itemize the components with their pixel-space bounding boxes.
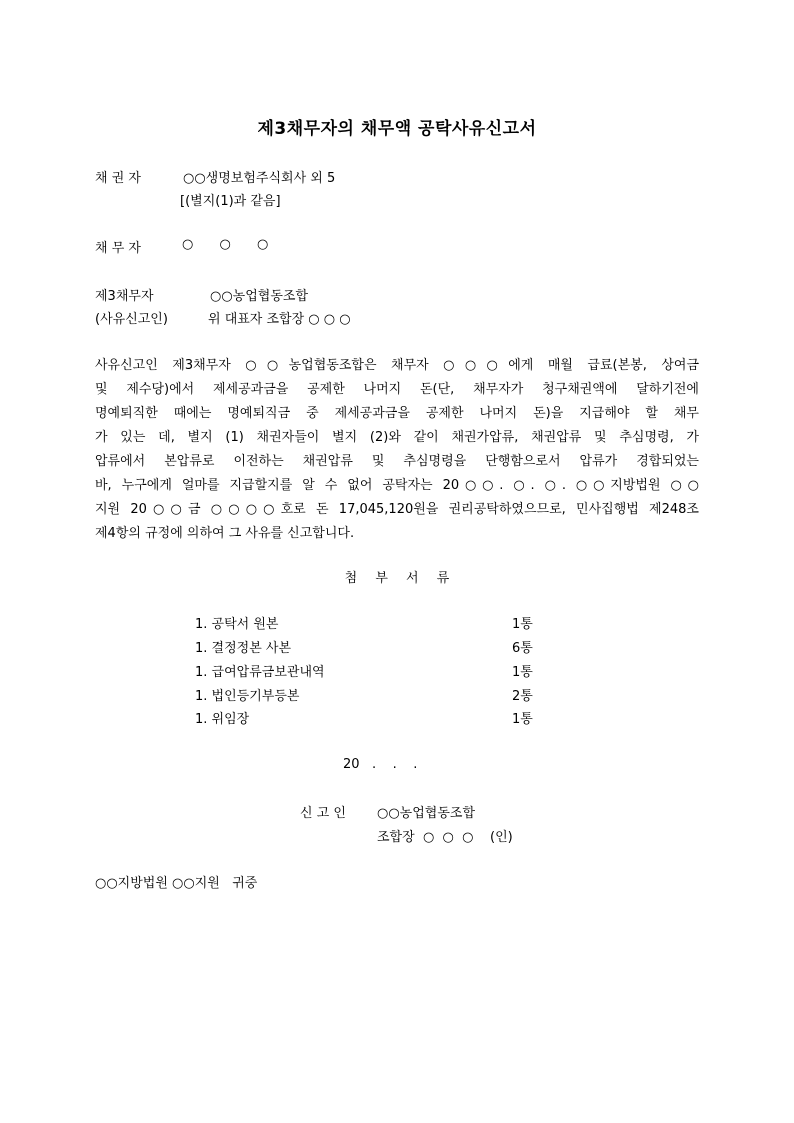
body-line: 및 제수당)에서 제세공과금을 공제한 나머지 돈(단, 채무자가 청구채권액에 달하기전에	[95, 382, 699, 397]
body-line: 가 있는 데, 별지 (1) 채권자들이 별지 (2)와 같이 채권가압류, 채권압류 및 추심명령, 가	[95, 430, 699, 445]
signature-rep: 조합장 ○ ○ ○ (인)	[377, 830, 513, 845]
page-title: 제3채무자의 채무액 공탁사유신고서	[257, 119, 537, 139]
attachment-count: 1통	[512, 665, 533, 680]
attachments-heading: 첨 부 서 류	[344, 571, 450, 586]
debtor-label: 채 무 자	[95, 241, 141, 256]
attachment-count: 1통	[512, 712, 533, 727]
creditor-label: 채 권 자	[95, 171, 141, 186]
signature-label: 신 고 인	[300, 806, 346, 821]
date: 20 . . .	[343, 757, 418, 772]
attachment-name: 1. 결정정본 사본	[195, 641, 292, 656]
attachment-name: 1. 법인등기부등본	[195, 689, 300, 704]
body-line: 명예퇴직한 때에는 명예퇴직금 중 제세공과금을 공제한 나머지 돈)을 지급해야 할 채무	[95, 406, 699, 421]
third-party-value: ○○농업협동조합	[210, 289, 309, 304]
body-line: 사유신고인 제3채무자 ○○농업협동조합은 채무자 ○○○에게 매월 급료(본봉, 상여금	[95, 358, 699, 373]
body-line: 제4항의 규정에 의하여 그 사유를 신고합니다.	[95, 526, 355, 541]
third-party-label: 제3채무자	[95, 289, 154, 304]
body-line: 지원 20○○금 ○○○○호로 돈 17,045,120원을 권리공탁하였으므로, 민사집행법 제248조	[95, 502, 699, 517]
attachment-name: 1. 위임장	[195, 712, 250, 727]
attachment-name: 1. 급여압류금보관내역	[195, 665, 325, 680]
signature-org: ○○농업협동조합	[377, 806, 476, 821]
attachment-name: 1. 공탁서 원본	[195, 617, 279, 632]
body-line: 압류에서 본압류로 이전하는 채권압류 및 추심명령을 단행함으로서 압류가 경합되었는	[95, 454, 699, 469]
body-line: 바, 누구에게 얼마를 지급할지를 알 수 없어 공탁자는 20○○. ○. ○. ○○지방법원 ○○	[95, 478, 699, 493]
third-party-sub-label: (사유신고인)	[95, 312, 168, 327]
attachment-count: 1통	[512, 617, 533, 632]
creditor-note: [(별지(1)과 같음]	[180, 194, 281, 209]
attachment-count: 6통	[512, 641, 533, 656]
attachment-count: 2통	[512, 689, 533, 704]
debtor-value: ○ ○ ○	[182, 237, 269, 252]
third-party-representative: 위 대표자 조합장 ○ ○ ○	[208, 312, 351, 327]
court-addressee: ○○지방법원 ○○지원 귀중	[95, 876, 258, 891]
creditor-value: ○○생명보험주식회사 외 5	[183, 171, 336, 186]
